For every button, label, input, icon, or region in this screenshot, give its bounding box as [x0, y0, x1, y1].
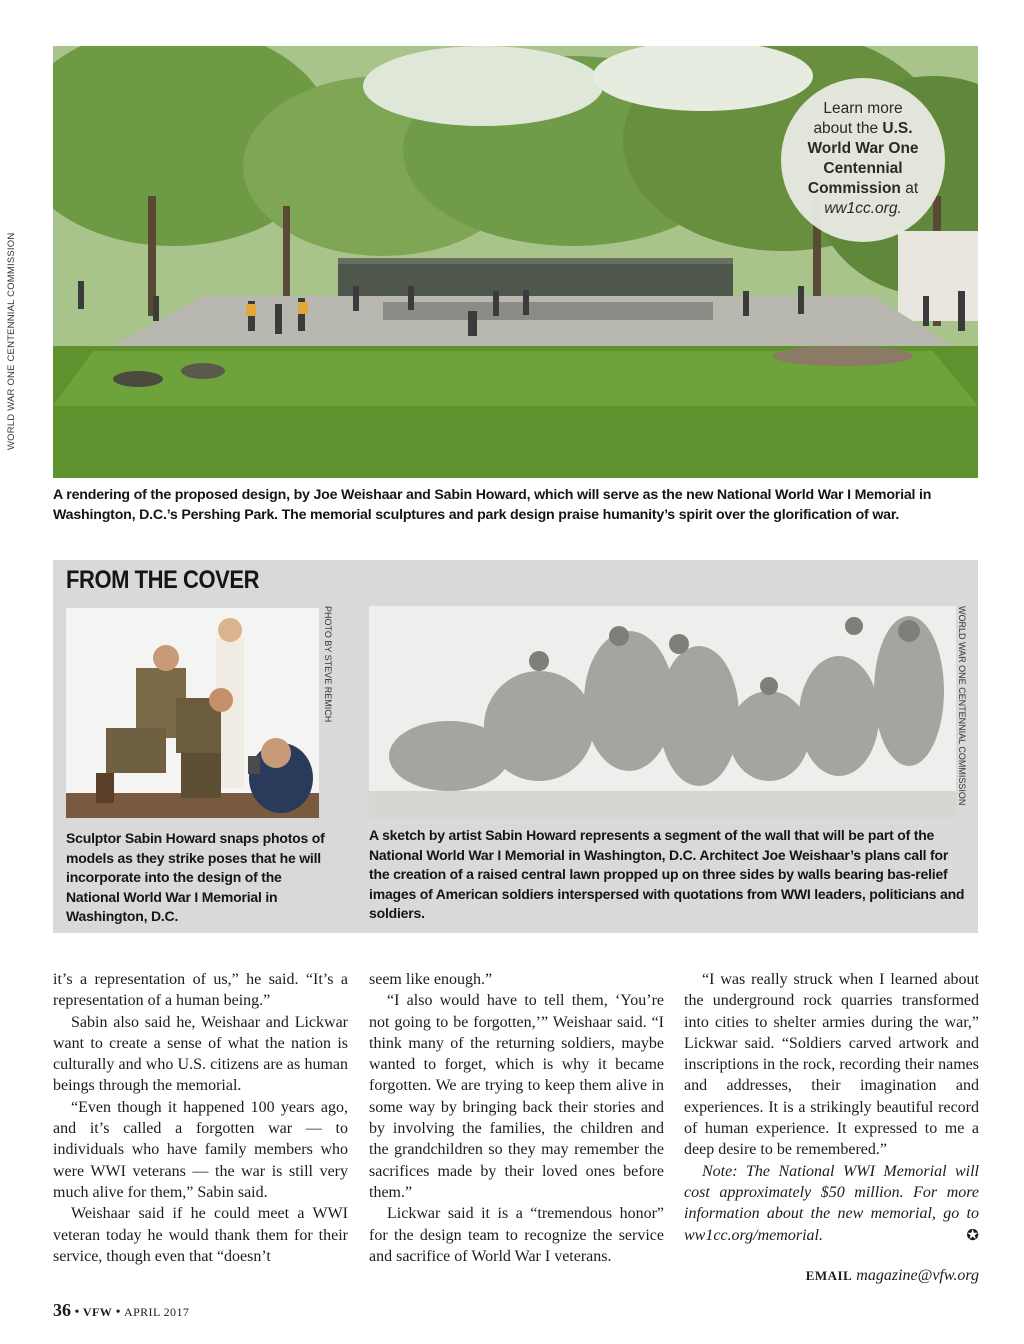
section-title: FROM THE COVER	[66, 566, 260, 594]
page-footer	[53, 1300, 189, 1321]
paragraph: Lickwar said it is a “tremendous honor” for the design team to recognize the service and sacrifice of World War I veterans.	[369, 1205, 664, 1265]
sculptor-photo	[66, 608, 319, 818]
paragraph: it’s a representation of us,” he said. “It’s a representation of a human being.”	[53, 971, 348, 1010]
callout-line-2-pre: about the	[813, 120, 883, 137]
email-address-link[interactable]: magazine@vfw.org	[856, 1267, 979, 1284]
footer-separator: •	[74, 1305, 80, 1320]
callout-line-5-bold: Commission	[807, 180, 901, 197]
sketch-credit: WORLD WAR ONE CENTENNIAL COMMISSION	[957, 606, 967, 806]
learn-more-callout	[781, 78, 945, 242]
publication-name: VFW	[82, 1305, 113, 1319]
article-column-1	[53, 969, 348, 1267]
paragraph: “I was really struck when I learned about the underground rock quarries transformed into cities to shelter armies during the war,” Lickwar said. “Soldiers carved artwork and inscriptions in the rock, recording their names and addresses, their imagination and experiences. It is a strikingly beautiful record of human experience. It expressed to me a deep desire to be remembered.”	[684, 971, 979, 1159]
paragraph: Weishaar said if he could meet a WWI veteran today he would thank them for their service, though even that “doesn’t	[53, 1205, 348, 1265]
end-mark-icon: ✪	[966, 1227, 979, 1244]
wall-sketch-illustration	[369, 606, 956, 818]
article-column-2	[369, 969, 664, 1267]
callout-line-1: Learn more	[823, 100, 903, 117]
callout-line-4: Centennial	[823, 160, 903, 177]
sculptor-photo-illustration	[66, 608, 319, 818]
page-number: 36	[53, 1300, 71, 1320]
editor-note: Note: The National WWI Memorial will cost approximately $50 million. For more information about the new memorial, go to ww1cc.org/memorial.	[684, 1162, 979, 1244]
hero-caption: A rendering of the proposed design, by Joe Weishaar and Sabin Howard, which will serve as the new National World War I Memorial in Washington, D.C.’s Pershing Park. The memorial sculptures and park design praise humanity’s spirit over the glorification of war.	[53, 487, 932, 523]
sculptor-caption: Sculptor Sabin Howard snaps photos of models as they strike poses that he will incorporate into the design of the National World War I Memorial in Washington, D.C.	[66, 830, 325, 925]
callout-line-5-post: at	[900, 180, 919, 197]
footer-separator: •	[115, 1305, 121, 1320]
callout-line-2-bold: U.S.	[882, 120, 913, 137]
hero-photo-credit: WORLD WAR ONE CENTENNIAL COMMISSION	[6, 232, 17, 450]
paragraph: Sabin also said he, Weishaar and Lickwar want to create a sense of what the nation is culturally and who U.S. citizens are as human beings through the memorial.	[53, 1013, 348, 1095]
callout-line-3: World War One	[807, 140, 919, 157]
email-label: EMAIL	[805, 1268, 853, 1283]
sculptor-photo-credit: PHOTO BY STEVE REMICH	[323, 606, 333, 723]
issue-date: APRIL 2017	[124, 1305, 190, 1319]
paragraph: seem like enough.”	[369, 971, 493, 988]
article-column-3	[684, 969, 979, 1247]
paragraph: “Even though it happened 100 years ago, and it’s called a forgotten war — to individuals who have family members who were WWI veterans — the war is still very much alive for them,” Sabin said.	[53, 1098, 348, 1201]
callout-url[interactable]: ww1cc.org.	[824, 200, 902, 217]
sketch-caption: A sketch by artist Sabin Howard represents a segment of the wall that will be part of the National World War I Memorial in Washington, D.C. Architect Joe Weishaar’s plans call for the creation of a raised central lawn propped up on three sides by walls bearing bas-relief images of American soldiers interspersed with quotations from WWI leaders, politicians and soldiers.	[369, 827, 965, 922]
email-line	[684, 1267, 979, 1285]
wall-sketch-image	[369, 606, 956, 818]
paragraph: “I also would have to tell them, ‘You’re not going to be forgotten,’” Weishaar said. “I think many of the returning soldiers, maybe wanted to forget, which is why it became forgotten. We are trying to keep them alive in some way by bringing back their stories and by involving the families, the children and the grandchildren so they may remember the sacrifices made by their loved ones before them.”	[369, 992, 664, 1201]
